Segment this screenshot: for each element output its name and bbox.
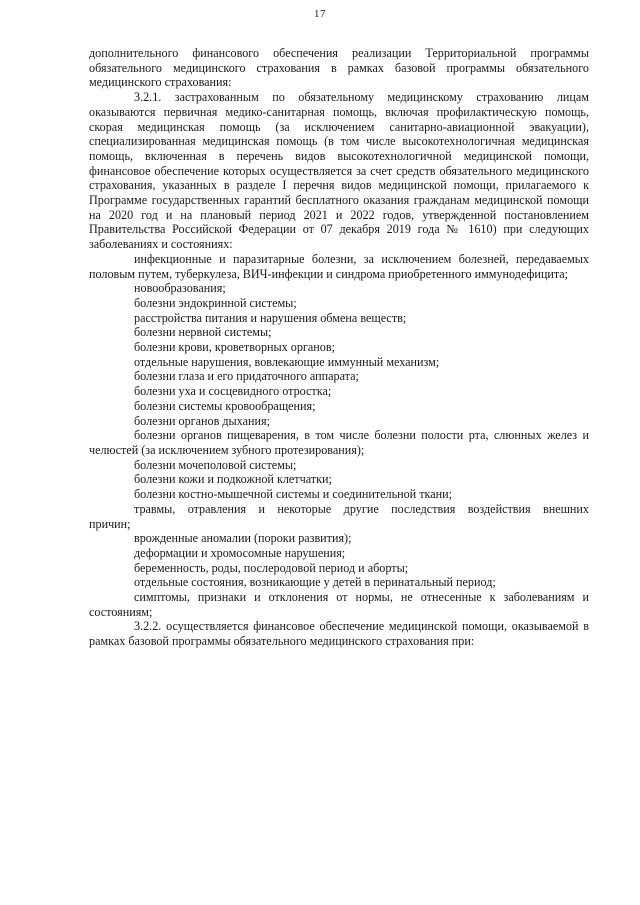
- list-item-circulatory: болезни системы кровообращения;: [134, 398, 316, 413]
- list-item-nutrition-metabolism: расстройства питания и нарушения обмена веществ;: [134, 310, 407, 325]
- list-item-skin: болезни кожи и подкожной клетчатки;: [134, 472, 332, 487]
- list-item-blood: болезни крови, кроветворных органов;: [134, 340, 335, 355]
- list-item-ear: болезни уха и сосцевидного отростка;: [134, 384, 332, 399]
- paragraph-3-2-1: 3.2.1. застрахованным по обязательному медицинскому страхованию лицам оказываются первичная медико-санитарная помощь, включая профилактическую помощь, скорая медицинская помощь (за исключением санитарно-авиационной эвакуации), специализированная медицинская помощь (в том числе высокотехнологичная медицинская помощь, включенная в перечень видов высокотехнологичной медицинской помощи, финансовое обеспечение которых осуществляется за счет средств обязательного медицинского страхования, указанных в разделе I перечня видов медицинской помощи, прилагаемого к Программе государственных гарантий бесплатного оказания гражданам медицинской помощи на 2020 год и на плановый период 2021 и 2022 годов, утвержденной постановлением Правительства Российской Федерации от 07 декабря 2019 года № 1610) при следующих заболеваниях и состояниях:: [89, 90, 589, 252]
- paragraph-3-2-2: 3.2.2. осуществляется финансовое обеспечение медицинской помощи, оказываемой в рамках базовой программы обязательного медицинского страхования при:: [89, 619, 589, 649]
- list-item-musculoskeletal: болезни костно-мышечной системы и соединительной ткани;: [134, 487, 452, 502]
- list-item-immune: отдельные нарушения, вовлекающие иммунный механизм;: [134, 354, 440, 369]
- list-item-congenital: врожденные аномалии (пороки развития);: [134, 531, 352, 546]
- document-body: [89, 46, 589, 649]
- list-item-genitourinary: болезни мочеполовой системы;: [134, 457, 297, 472]
- list-item-symptoms: симптомы, признаки и отклонения от нормы, не отнесенные к заболеваниям и состояниям;: [89, 590, 589, 619]
- list-item-nervous-system: болезни нервной системы;: [134, 325, 272, 340]
- page-number: 17: [314, 8, 326, 20]
- paragraph-continuation: дополнительного финансового обеспечения реализации Территориальной программы обязательного медицинского страхования в рамках базовой программы обязательного медицинского страхования:: [89, 46, 589, 90]
- list-item-neoplasms: новообразования;: [134, 281, 226, 296]
- list-item-respiratory: болезни органов дыхания;: [134, 413, 270, 428]
- list-item-injuries: травмы, отравления и некоторые другие последствия воздействия внешних причин;: [89, 501, 589, 531]
- list-item-infectious-diseases: инфекционные и паразитарные болезни, за исключением болезней, передаваемых половым путем, туберкулеза, ВИЧ-инфекции и синдрома приобретенного иммунодефицита;: [89, 251, 589, 281]
- list-item-perinatal: отдельные состояния, возникающие у детей в перинатальный период;: [134, 575, 496, 590]
- list-item-endocrine: болезни эндокринной системы;: [134, 295, 297, 310]
- list-item-chromosomal: деформации и хромосомные нарушения;: [134, 545, 346, 560]
- list-item-eye: болезни глаза и его придаточного аппарата;: [134, 369, 359, 384]
- list-item-pregnancy: беременность, роды, послеродовой период и аборты;: [134, 560, 409, 575]
- list-item-digestive: болезни органов пищеварения, в том числе болезни полости рта, слюнных желез и челюстей (за исключением зубного протезирования);: [89, 428, 589, 457]
